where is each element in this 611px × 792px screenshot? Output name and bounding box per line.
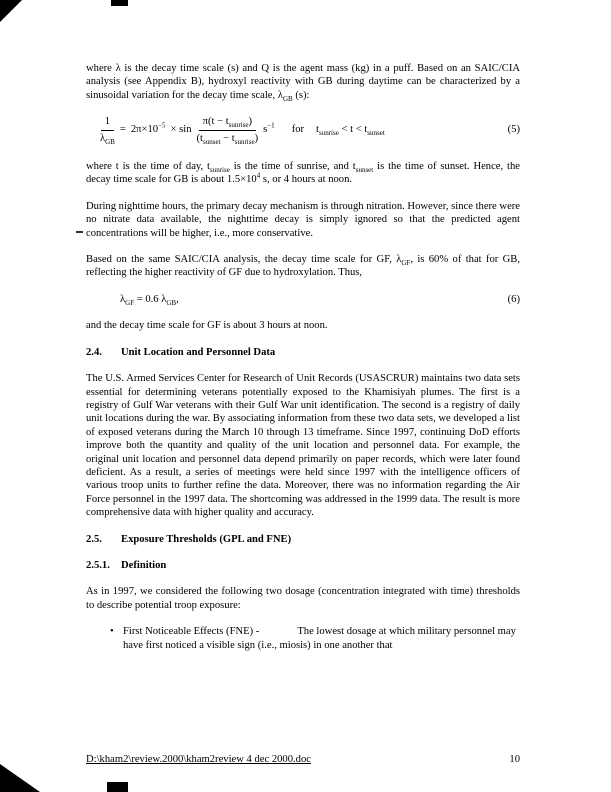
- condition-keyword: for: [291, 124, 305, 136]
- page-footer: [86, 754, 520, 765]
- paragraph-decay-intro: where λ is the decay time scale (s) and Q is the agent mass (kg) in a puff. Based on an SAIC/CIA analysis (see Appendix B), hydroxyl reactivity with GB during daytime can be characterized by a sinusoidal variation for the decay time scale, $\lambda_{GB}$ (s):: [86, 63, 520, 103]
- section-number: 2.4.: [86, 346, 102, 358]
- equation-6: [86, 293, 520, 306]
- section-heading-2-5-1: [86, 559, 520, 572]
- footer-page-number: 10: [509, 754, 520, 765]
- paragraph-gf-noon: and the decay time scale for GF is about 3 hours at noon.: [86, 320, 328, 332]
- units: $s^{-1}$: [263, 121, 275, 136]
- coefficient: $2\pi\times 10^{-5}$: [130, 121, 166, 136]
- fraction-sin-argument: $\frac{\pi(t - t_{sunrise})}{(t_{sunset} - t_{sunrise})}$: [196, 116, 259, 146]
- section-title: Definition: [121, 559, 167, 571]
- fraction-lhs: $\frac{1}{\lambda_{GB}}$: [100, 116, 115, 146]
- bullet-text: The lowest dosage at which military personnel may have first noticed a visible sign (i.e., miosis) in one another that: [123, 626, 516, 651]
- paragraph-thresholds-intro: As in 1997, we considered the following two dosage (concentration integrated with time) thresholds to describe potential troop exposure:: [86, 586, 520, 611]
- scan-artifact-top-center: [111, 0, 128, 6]
- bullet-item-fne: [86, 625, 520, 652]
- equation-6-expression: $\lambda_{GF} = 0.6$ $\lambda_{GB}$,: [120, 293, 179, 307]
- section-number: 2.5.1.: [86, 559, 110, 571]
- paragraph-unit-location: The U.S. Armed Services Center for Research of Unit Records (USASCRUR) maintains two data sets essential for determining veterans potentially exposed to the Khamisiyah plumes. The first is a registry of Gulf War veterans with their Gulf War unit identification. The second is a registry of daily unit locations during the war. By associating information from these two data sets, we developed a list of exposed veterans during the March 10 through 13 timeframe. Since 1997, continuing DoD efforts improve both the quantity and quality of the unit location and personnel data. For example, the original unit location and personnel data depend primarily on paper records, which were later found deficient. As a result, a series of meetings were held since 1997 with the intelligence officers of various troop units to further refine the data. Moreover, there was no information regarding the Air Force personnel in the 1997 data. The shortcoming was addressed in the 1999 data. The result is more comprehensive data with higher quality and accuracy.: [86, 373, 520, 519]
- paragraph-time-definitions: where t is the time of day, $t_{sunrise}$ is the time of sunrise, and $t_{sunset}$ is the time of sunset. Hence, the decay time scale for GB is about $1.5\times 10^4$ s, or 4 hours at noon.: [86, 161, 520, 186]
- condition-range: $t_{sunrise} < t < t_{sunset}$: [316, 124, 385, 138]
- equals-sign: =: [119, 124, 126, 136]
- equation-5: [86, 115, 520, 145]
- bullet-marker: •: [110, 626, 114, 638]
- paragraph-gf-decay: Based on the same SAIC/CIA analysis, the decay time scale for GF, $\lambda_{GF}$, is 60% of that for GB, reflecting the higher reactivity of GF due to hydroxylation. Thus,: [86, 254, 521, 279]
- section-title: Unit Location and Personnel Data: [121, 346, 276, 358]
- equation-number-5: (5): [507, 124, 520, 136]
- scan-artifact-top-left: [0, 0, 22, 22]
- scan-artifact-margin-dash: [76, 231, 83, 233]
- section-number: 2.5.: [86, 533, 102, 545]
- footer-file-path: D:\kham2\review.2000\kham2review 4 dec 2000.doc: [86, 754, 311, 765]
- section-heading-2-4: [86, 346, 520, 359]
- equation-number-6: (6): [507, 293, 520, 305]
- page-body: [86, 62, 520, 665]
- scan-artifact-bottom-left: [0, 764, 40, 792]
- paragraph-nighttime-decay: During nighttime hours, the primary decay mechanism is through nitration. However, since there were no nitrate data available, the nighttime decay is simply ignored so that the predicted agent concentrations will be higher, i.e., more conservative.: [86, 200, 520, 239]
- section-heading-2-5: [86, 533, 520, 546]
- section-title: Exposure Thresholds (GPL and FNE): [121, 533, 292, 545]
- bullet-label: First Noticeable Effects (FNE) -: [123, 626, 260, 638]
- scan-artifact-bottom-center: [107, 782, 128, 792]
- sin-operator: × sin: [170, 124, 192, 136]
